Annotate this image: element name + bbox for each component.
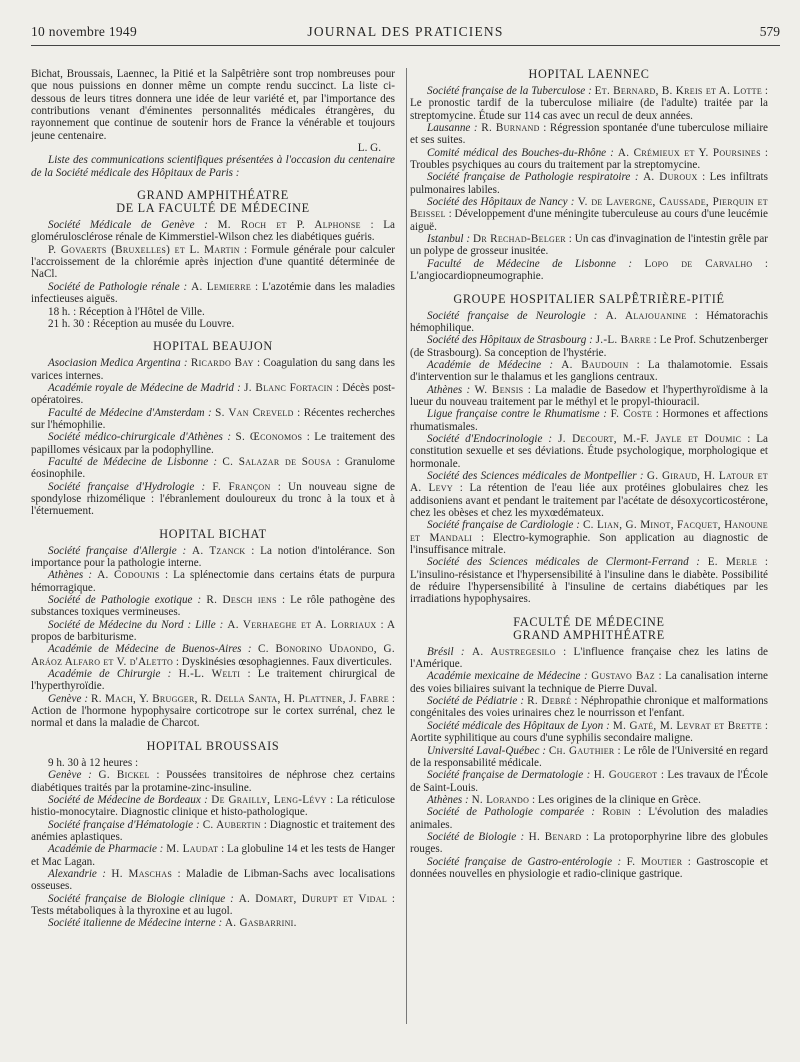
communication-entry — [31, 219, 395, 244]
header-date: 10 novembre 1949 — [31, 24, 138, 39]
author-names: C. Bonorino Udaondo, G. Aráoz Alfaro et V. d'Aletto — [31, 643, 395, 668]
society-name: Istanbul : — [427, 233, 471, 246]
section-heading-bichat: HOPITAL BICHAT — [159, 526, 267, 541]
communication-title: : La maladie de Basedow et l'hyperthyroïdisme à la lueur du nouveau traitement par le méthyl et le propyl-thiouracil. — [410, 383, 768, 408]
communication-entry — [410, 856, 768, 881]
communication-title: : Granulome éosinophile. — [31, 455, 395, 481]
society-name: Lausanne : — [427, 122, 478, 135]
society-name: Athènes : — [427, 383, 471, 396]
communication-title: : Récentes recherches sur l'hémophilie. — [31, 406, 395, 431]
communication-title: : Le traitement des papillomes vésicaux par la podophylline. — [31, 431, 395, 456]
communication-entry — [31, 244, 395, 281]
communication-entry — [410, 310, 768, 335]
society-name: Société des Hôpitaux de Strasbourg : — [427, 334, 593, 347]
communication-entry — [410, 384, 768, 409]
communication-entry — [31, 619, 395, 644]
communication-entry — [410, 769, 768, 794]
society-name: Société d'Endocrinologie : — [427, 432, 553, 445]
author-names: H.-L. Welti — [178, 668, 241, 681]
communication-title: : Coagulation du sang dans les varices internes. — [31, 357, 395, 382]
society-name: Société médicale des Hôpitaux de Lyon : — [427, 719, 610, 732]
author-names: R. Mach, Y. Brugger, R. Della Santa, H. Plattner, J. Fabre — [91, 692, 389, 705]
column-divider — [406, 68, 407, 1024]
author-names: A. Alajouanine — [605, 309, 687, 322]
society-name: Genève : — [48, 692, 89, 705]
communication-title: : Le Prof. Schutzenberger (de Strasbourg). Sa conception de l'hystérie. — [410, 334, 768, 359]
communication-title: : Les travaux de l'École de Saint-Louis. — [410, 769, 768, 794]
society-name: Société de Pathologie rénale : — [48, 280, 188, 293]
author-names: Dr Rechad-Belger — [472, 233, 566, 246]
author-names: G. Giraud, H. Latour et A. Levy — [410, 469, 768, 495]
author-names: N. Lorando — [471, 793, 530, 806]
society-name: Société française de Dermatologie : — [427, 769, 591, 782]
society-name: Académie de Pharmacie : — [48, 843, 164, 856]
society-name: Société française d'Allergie : — [48, 544, 187, 557]
communication-title: : Décès post-opératoires. — [31, 381, 395, 407]
society-name: Société de Médecine du Nord : Lille : — [48, 618, 224, 631]
communication-entry — [31, 668, 395, 693]
communication-entry — [410, 556, 768, 605]
intro-signature: L. G. — [357, 142, 381, 155]
communication-entry — [410, 806, 768, 831]
right-column — [410, 68, 768, 1030]
author-names: M. Gaté, M. Levrat et Brette — [612, 719, 762, 732]
communication-entry — [31, 545, 395, 570]
society-name: Faculté de Médecine de Lisbonne : — [48, 455, 218, 468]
author-names: Robin — [602, 806, 631, 819]
communication-title: : Néphropathie chronique et malformations congénitales des voies urinaires chez le nourrisson et l'enfant. — [410, 695, 768, 720]
communication-entry — [31, 306, 395, 318]
communication-entry — [410, 171, 768, 196]
society-name: Athènes : — [48, 569, 93, 582]
author-names: F. Françon — [212, 480, 271, 493]
author-names: A. Austregesilo — [471, 645, 556, 658]
author-names: J. Decourt, M.-F. Jayle et Doumic — [558, 432, 742, 445]
society-name: Brésil : — [427, 645, 465, 658]
communication-entry — [410, 433, 768, 470]
communication-entry — [31, 693, 395, 730]
communication-title: : Electro-kymographie. Son application au diagnostic de l'insuffisance mitrale. — [410, 531, 768, 557]
communication-title: : La protoporphyrine libre des globules rouges. — [410, 830, 768, 856]
society-name: Athènes : — [427, 793, 469, 806]
author-names: A. Codounis — [97, 569, 160, 582]
communication-title: : La réticulose histio-monocytaire. Diagnostic clinique et histo-pathologique. — [31, 793, 395, 819]
communication-title: : L'angiocardiopneumographie. — [410, 257, 768, 283]
communication-title: : La canalisation interne des voies biliaires suivant la technique de Pierre Duval. — [410, 670, 768, 695]
society-name: Société des Sciences médicales de Clermont-Ferrand : — [427, 556, 701, 569]
communication-title: : L'évolution des maladies animales. — [410, 806, 768, 831]
society-name: Société italienne de Médecine interne : — [48, 917, 223, 930]
author-names: G. Bickel — [98, 769, 150, 782]
communication-title: 18 h. : Réception à l'Hôtel de Ville. — [48, 305, 205, 318]
communication-entry — [410, 334, 768, 359]
communication-title: : La notion d'intolérance. Son importance pour la pathologie interne. — [31, 544, 395, 569]
communication-title: : Maladie de Libman-Sachs avec localisations osseuses. — [31, 867, 395, 893]
communication-title: : Tests métaboliques à la thyroxine et au lugol. — [31, 892, 395, 917]
society-name: Genève : — [48, 769, 92, 782]
communication-title: 21 h. 30 : Réception au musée du Louvre. — [48, 317, 235, 330]
communication-entry — [410, 470, 768, 519]
communication-title: . — [293, 917, 297, 930]
communication-entry — [410, 85, 768, 122]
author-names: P. Govaerts (Bruxelles) et L. Martin — [48, 243, 240, 256]
author-names: Et. Bernard, B. Kreis et A. Lotte — [594, 85, 763, 97]
communication-title: : Régression spontanée d'une tuberculose miliaire et ses suites. — [410, 122, 768, 147]
society-name: Société de Biologie : — [427, 830, 525, 843]
society-name: Société des Sciences médicales de Montpellier : — [427, 469, 644, 482]
society-name: Université Laval-Québec : — [427, 744, 547, 757]
author-names: Ch. Gauthier — [548, 744, 615, 757]
communication-entry — [31, 769, 395, 794]
section-heading-grand-amphitheatre: GRAND AMPHITHÉATRE DE LA FACULTÉ DE MÉDECINE — [116, 188, 310, 216]
communication-title: : Poussées transitoires de néphrose chez certains diabétiques traités par la protamine-zinc-insuline. — [31, 769, 395, 794]
author-names: S. Van Creveld — [215, 406, 294, 419]
intro-list-title: Liste des communications scientifiques présentées à l'occasion du centenaire de la Société médicale des Hôpitaux de Paris : — [31, 154, 395, 179]
society-name: Société française de Cardiologie : — [427, 519, 581, 532]
author-names: A. Baudouin — [561, 358, 629, 371]
author-names: J. Blanc Fortacin — [244, 381, 333, 394]
communication-entry — [410, 831, 768, 856]
page-header — [31, 24, 780, 44]
beaujon-list — [31, 357, 395, 517]
communication-entry — [31, 868, 395, 893]
author-names: R. Desch iens — [206, 594, 277, 607]
society-name: Faculté de Médecine de Lisbonne : — [427, 257, 633, 270]
society-name: Société française d'Hydrologie : — [48, 480, 206, 493]
broussais-time: 9 h. 30 à 12 heures : — [48, 756, 139, 769]
author-names: V. de Lavergne, Caussade, Pierquin et Beissel — [410, 196, 768, 221]
communication-title: : Hormones et affections rhumatismales. — [410, 408, 768, 433]
author-names: A. Lemierre — [191, 280, 252, 293]
author-names: F. Moutier — [626, 855, 683, 868]
communication-entry — [31, 382, 395, 407]
author-names: A. Verhaeghe et A. Lorriaux — [227, 618, 377, 631]
page-number: 579 — [759, 24, 780, 39]
communication-title: : La constitution sexuelle et ses déviations. Étude psychologique, morphologique et hormonale. — [410, 432, 768, 470]
laennec-list — [410, 85, 768, 283]
communication-entry — [31, 357, 395, 382]
section-heading-broussais: HOPITAL BROUSSAIS — [146, 738, 280, 753]
society-name: Académie de Médecine : — [427, 358, 554, 371]
author-names: Gustavo Baz — [591, 670, 655, 683]
society-name: Société française de la Tuberculose : — [427, 85, 592, 97]
author-names: A. Crémieux et Y. Poursines — [617, 146, 761, 159]
society-name: Ligue française contre le Rhumatisme : — [427, 408, 607, 421]
communication-entry — [31, 843, 395, 868]
broussais-list — [31, 769, 395, 929]
author-names: Lopo de Carvalho — [644, 257, 753, 270]
section-heading-laennec: HOPITAL LAENNEC — [528, 68, 650, 81]
author-names: W. Bensis — [474, 383, 524, 396]
communication-title: : Aortite syphilitique au cours d'une syphilis secondaire maligne. — [410, 719, 768, 745]
communication-entry — [31, 481, 395, 518]
society-name: Société médico-chirurgicale d'Athènes : — [48, 431, 232, 444]
communication-entry — [31, 281, 395, 306]
salpetriere-list — [410, 310, 768, 606]
communication-title: : La splénectomie dans certains états de purpura hémorragique. — [31, 569, 395, 594]
communication-entry — [410, 258, 768, 283]
communication-title: : Diagnostic et traitement des anémies aplastiques. — [31, 818, 395, 843]
author-names: H. Maschas — [111, 867, 173, 880]
author-names: A. Domart, Durupt et Vidal — [238, 892, 388, 905]
communication-entry — [31, 594, 395, 619]
communication-title: : Le rôle de l'Université en regard de la responsabilité médicale. — [410, 744, 768, 769]
communication-entry — [31, 819, 395, 844]
communication-title: : Un cas d'invagination de l'intestin grêle par un polype de grosseur inusitée. — [410, 233, 768, 258]
society-name: Comité médical des Bouches-du-Rhône : — [427, 146, 614, 159]
left-column — [31, 68, 395, 1030]
author-names: F. Coste — [610, 408, 653, 421]
author-names: M. Laudat — [166, 843, 219, 856]
society-name: Société de Pathologie exotique : — [48, 594, 202, 607]
society-name: Société française de Gastro-entérologie : — [427, 855, 622, 868]
communication-entry — [410, 646, 768, 671]
society-name: Société française de Pathologie respiratoire : — [427, 171, 639, 184]
author-names: A. Duroux — [643, 171, 698, 184]
header-rule — [31, 45, 780, 46]
society-name: Académie de Chirurgie : — [48, 668, 172, 681]
intro-paragraph: Bichat, Broussais, Laennec, la Pitié et la Salpêtrière sont trop nombreuses pour que nous puissions en donner même un compte rendu succinct. La liste ci-dessous de leurs titres donnera une idée de leur variété et, par l'importance des contributions venant d'éminentes personnalités médicales étrangères, du rayonnement que continue de soutenir hors de France la vénérable et toujours jeune centenaire. — [31, 68, 395, 142]
communication-title: : L'influence française chez les latins de l'Amérique. — [410, 645, 768, 671]
communication-title: : L'azotémie dans les maladies infectieuses aiguës. — [31, 280, 395, 306]
communication-title: : Troubles psychiques au cours du traitement par la streptomycine. — [410, 146, 768, 172]
society-name: Société des Hôpitaux de Nancy : — [427, 196, 575, 209]
communication-entry — [410, 695, 768, 720]
author-names: A. Tzanck — [191, 544, 246, 557]
communication-entry — [410, 147, 768, 172]
author-names: C. Salazar de Sousa — [222, 455, 332, 468]
communication-entry — [410, 670, 768, 695]
communication-entry — [410, 122, 768, 147]
author-names: C. Aubertin — [202, 818, 261, 831]
author-names: M. Roch et P. Alphonse — [217, 219, 361, 232]
section-heading-beaujon: HOPITAL BEAUJON — [153, 339, 273, 354]
journal-title: JOURNAL DES PRATICIENS — [307, 24, 504, 39]
communication-title: : Les origines de la clinique en Grèce. — [529, 793, 701, 806]
society-name: Société française de Biologie clinique : — [48, 892, 234, 905]
communication-title: : Dyskinésies œsophagiennes. Faux diverticules. — [173, 655, 392, 668]
communication-title: : La globuline 14 et les tests de Hanger et Mac Lagan. — [31, 843, 395, 868]
communication-entry — [31, 456, 395, 481]
communication-entry — [31, 893, 395, 918]
communication-entry — [31, 318, 395, 330]
communication-entry — [31, 643, 395, 668]
author-names: S. Œconomos — [235, 431, 303, 444]
society-name: Académie mexicaine de Médecine : — [427, 670, 588, 683]
society-name: Faculté de Médecine d'Amsterdam : — [48, 406, 212, 419]
communication-entry — [410, 794, 768, 806]
author-names: H. Benard — [528, 830, 582, 843]
author-names: R. Burnand — [481, 122, 540, 135]
communication-title: : Hématorachis hémophilique. — [410, 309, 768, 334]
grand-list — [31, 219, 395, 330]
section-heading-salpetriere: GROUPE HOSPITALIER SALPÊTRIÈRE-PITIÉ — [453, 291, 725, 306]
society-name: Asociasion Medica Argentina : — [48, 357, 188, 370]
communication-entry — [31, 917, 395, 929]
communication-title: : L'insulino-résistance et l'hypersensibilité à l'insuline dans le diabète. Possibilité de réduire l'hypersensibilité à l'insuline de certains diabétiques par les irradiations hypophysaires. — [410, 556, 768, 606]
communication-title: : Le pronostic tardif de la tuberculose miliaire (de l'adulte) traitée par la streptomycine. Étude sur 114 cas avec un recul de deux années. — [410, 85, 768, 122]
communication-entry — [410, 745, 768, 770]
society-name: Société de Pathologie comparée : — [427, 806, 596, 819]
faculte-list — [410, 646, 768, 881]
author-names: E. Merle — [707, 556, 758, 569]
author-names: De Grailly, Leng-Lévy — [211, 793, 327, 806]
communication-title: : La rétention de l'eau liée aux protéines globulaires chez les addisoniens avant et pendant le traitement par l'acétate de désoxycorticostérone, chez les obèses et chez les myxœdémateux. — [410, 482, 768, 519]
author-names: H. Gougerot — [593, 769, 658, 782]
communication-title: : Le traitement chirurgical de l'hyperthyroïdie. — [31, 668, 395, 693]
author-names: R. Debré — [527, 695, 572, 708]
communication-title: : Développement d'une méningite tuberculeuse au cours d'une leucémie aiguë. — [410, 208, 768, 233]
communication-title: : Action de l'hormone hypophysaire corticotrope sur le cortex surrénal, chez le normal et dans la maladie de Charcot. — [31, 692, 395, 730]
communication-title: : Le rôle pathogène des substances toxiques vermineuses. — [31, 594, 395, 619]
author-names: J.-L. Barre — [595, 334, 651, 347]
communication-entry — [410, 359, 768, 384]
communication-entry — [410, 233, 768, 258]
bichat-list — [31, 545, 395, 730]
communication-entry — [410, 519, 768, 556]
society-name: Alexandrie : — [48, 867, 106, 880]
communication-title: : La thalamotomie. Essais d'intervention sur le thalamus et les ganglions centraux. — [410, 358, 768, 384]
author-names: A. Gasbarrini — [224, 917, 294, 930]
communication-entry — [31, 569, 395, 594]
section-heading-faculte: FACULTÉ DE MÉDECINE GRAND AMPHITHÉATRE — [513, 614, 665, 642]
communication-title: : Gastroscopie et données nouvelles en physiologie et radio-clinique gastrique. — [410, 855, 768, 880]
society-name: Société française d'Hématologie : — [48, 818, 200, 831]
communication-entry — [410, 196, 768, 233]
society-name: Société française de Neurologie : — [427, 309, 598, 322]
society-name: Société de Pédiatrie : — [427, 695, 525, 708]
communication-entry — [31, 431, 395, 456]
society-name: Académie de Médecine de Buenos-Aires : — [48, 643, 252, 656]
communication-entry — [31, 794, 395, 819]
communication-title: : La glomérulosclérose rénale de Kimmerstiel-Wilson chez les diabétiques guéris. — [31, 219, 395, 244]
communication-title: : Formule générale pour calculer l'accroissement de la chlorémie après injection d'une quantité déterminée de NaCl. — [31, 243, 395, 281]
author-names: C. Lian, G. Minot, Facquet, Hanoune et Mandali — [410, 519, 768, 544]
communication-title: : Un nouveau signe de spondylose rhizomélique : l'ébranlement douloureux du tronc à la toux et à l'éternuement. — [31, 480, 395, 518]
author-names: Ricardo Bay — [190, 357, 254, 370]
communication-entry — [410, 408, 768, 433]
society-name: Société Médicale de Genève : — [48, 219, 208, 232]
communication-entry — [410, 720, 768, 745]
communication-entry — [31, 407, 395, 432]
society-name: Académie royale de Médecine de Madrid : — [48, 381, 241, 394]
communication-title: : A propos de barbiturisme. — [31, 618, 395, 644]
communication-title: : Les infiltrats pulmonaires labiles. — [410, 171, 768, 196]
society-name: Société de Médecine de Bordeaux : — [48, 793, 208, 806]
